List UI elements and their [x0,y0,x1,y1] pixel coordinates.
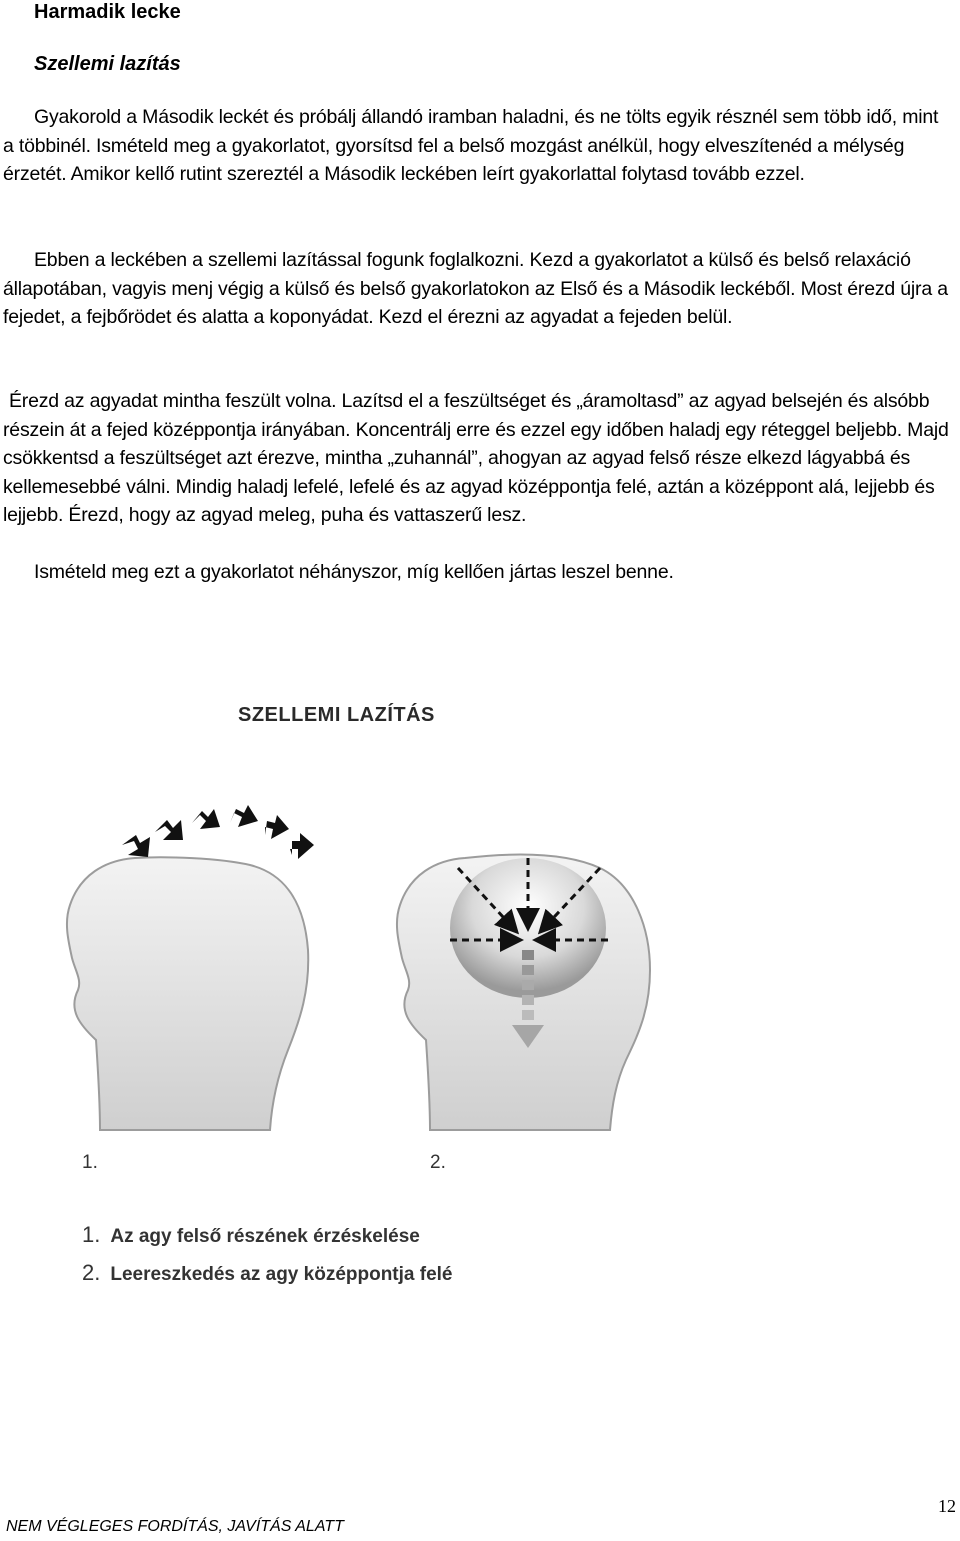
caption-1 [82,1222,420,1248]
figure-label-1: 1. [82,1152,98,1173]
paragraph-4: Ismételd meg ezt a gyakorlatot néhányszor, míg kellően jártas leszel benne. [34,561,674,583]
head-2 [397,855,650,1130]
head-illustration [60,690,680,1300]
pressure-arrows [122,805,314,859]
caption-2 [82,1260,453,1286]
lesson-subheading: Szellemi lazítás [34,53,181,75]
mental-relaxation-figure [60,690,680,1300]
caption-1-text: Az agy felső részének érzéskelése [110,1226,420,1247]
footer-note: NEM VÉGLEGES FORDÍTÁS, JAVÍTÁS ALATT [6,1518,344,1535]
caption-2-number: 2. [82,1260,101,1285]
brain-shape [450,858,606,998]
lesson-heading: Harmadik lecke [34,1,181,23]
paragraph-2: Ebben a leckében a szellemi lazítással fogunk foglalkozni. Kezd a gyakorlatot a külső és belső relaxáció állapotában, vagyis menj végig a külső és belső gyakorlatokon az Első és a Második leckéből. Most érezd újra a fejedet, a fejbőrödet és alatta a koponyádat. Kezd el érezni az agyadat a fejeden belül. [3,249,948,328]
figure-title: SZELLEMI LAZÍTÁS [238,704,435,726]
page-number: 12 [938,1496,956,1516]
caption-2-text: Leereszkedés az agy középpontja felé [110,1264,453,1285]
caption-1-number: 1. [82,1222,101,1247]
paragraph-1: Gyakorold a Második leckét és próbálj állandó iramban haladni, és ne tölts egyik résznél sem több idő, mint a többinél. Ismételd meg a gyakorlatot, gyorsítsd fel a belső mozgást anélkül, hogy elveszítenéd a mélység érzetét. Amikor kellő rutint szereztél a Második leckében leírt gyakorlattal folytasd tovább ezzel. [3,106,939,185]
head-1 [67,857,308,1130]
figure-label-2: 2. [430,1152,446,1173]
paragraph-3: Érezd az agyadat mintha feszült volna. Lazítsd el a feszültséget és „áramoltasd” az agyad belsején és alsóbb részein át a fejed középpontja irányában. Koncentrálj erre és ezzel egy időben haladj egy réteggel beljebb. Majd csökkentsd a feszültséget azt érezve, mintha „zuhannál”, ahogyan az agyad felső része elkezd lágyabbá és kellemesebbé válni. Mindig haladj lefelé, lefelé és az agyad középpontja felé, aztán a középpont alá, lejjebb és lejjebb. Érezd, hogy az agyad meleg, puha és vattaszerű lesz. [3,390,949,526]
